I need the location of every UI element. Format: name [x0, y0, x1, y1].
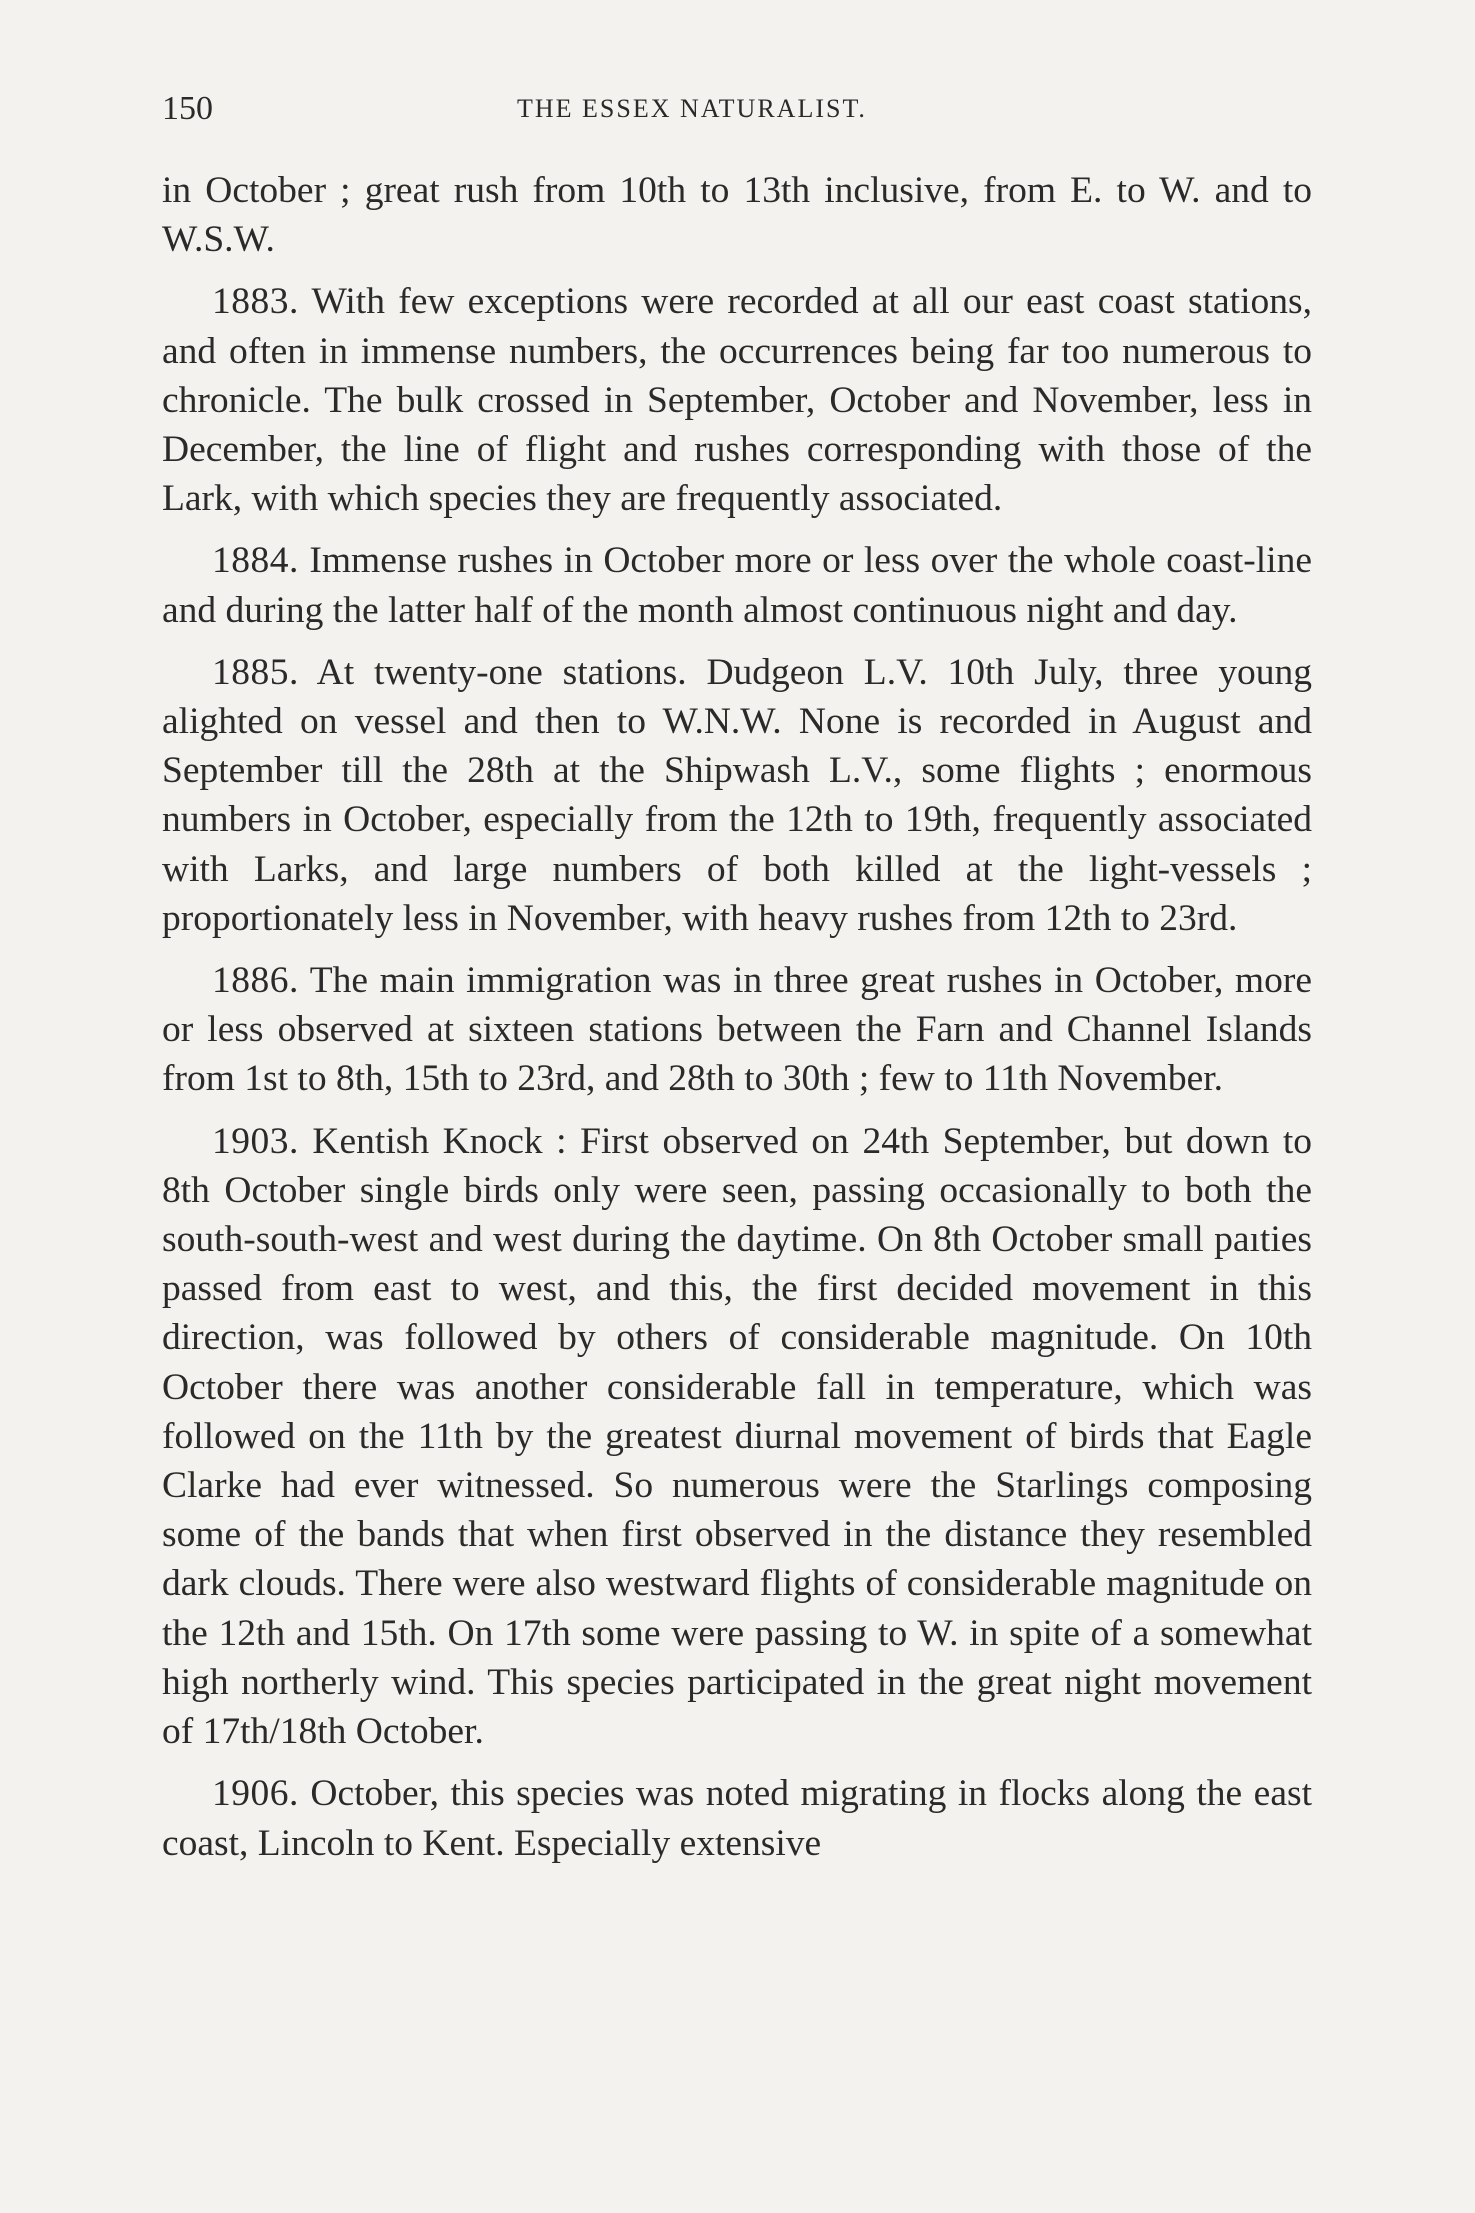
entry-year: 1906. [212, 1773, 299, 1815]
entry-year: 1886. [212, 960, 299, 1002]
entry-text: At twenty-one stations. Dudgeon L.V. 10th July, three young alighted on vessel and then to W.N.W. None is recorded in August and September till the 28th at the Shipwash L.V., some flights ; enormous numbers in October, especially from the 12th to 19th, frequently associated with Larks, and large numbers of both killed at the light-vessels ; proportionately less in November, with heavy rushes from 12th to 23rd. [162, 651, 1312, 939]
entry-text: The main immigration was in three great rushes in October, more or less observed at sixteen stations between the Farn and Channel Islands from 1st to 8th, 15th to 23rd, and 28th to 30th ; few to 11th November. [162, 960, 1312, 1100]
entry-text: Kentish Knock : First observed on 24th September, but down to 8th October single birds only were seen, passing occasionally to both the south-south-west and west during the daytime. On 8th October small paıties passed from east to west, and this, the first decided movement in this direction, was followed by others of considerable magnitude. On 10th October there was another considerable fall in temperature, which was followed on the 11th by the greatest diurnal movement of birds that Eagle Clarke had ever witnessed. So numerous were the Starlings composing some of the bands that when first observed in the distance they resembled dark clouds. There were also westward flights of considerable magnitude on the 12th and 15th. On 17th some were passing to W. in spite of a somewhat high northerly wind. This species participated in the great night movement of 17th/18th October. [162, 1120, 1312, 1753]
body-text [162, 166, 1312, 1881]
entry-1886 [162, 956, 1312, 1104]
entry-year: 1884. [212, 540, 299, 582]
entry-1883 [162, 277, 1312, 523]
running-head [162, 90, 1312, 140]
page-number: 150 [162, 90, 213, 127]
entry-year: 1883. [212, 281, 299, 323]
entry-text: Immense rushes in October more or less over the whole coast-line and during the latter half of the month almost continuous night and day. [162, 540, 1312, 631]
paragraph-continuation [162, 166, 1312, 264]
entry-year: 1903. [212, 1120, 299, 1162]
entry-text: October, this species was noted migrating in flocks along the east coast, Lincoln to Kent. Especially extensive [162, 1773, 1312, 1864]
entry-1884 [162, 536, 1312, 634]
entry-1885 [162, 648, 1312, 943]
entry-year: 1885. [212, 651, 299, 693]
entry-text: With few exceptions were recorded at all our east coast stations, and often in immense numbers, the occurrences being far too numerous to chronicle. The bulk crossed in September, October and November, less in December, the line of flight and rushes corresponding with those of the Lark, with which species they are frequently associated. [162, 281, 1312, 520]
entry-1906 [162, 1769, 1312, 1867]
entry-1903 [162, 1117, 1312, 1757]
running-title: THE ESSEX NATURALIST. [517, 94, 867, 123]
paragraph-text: in October ; great rush from 10th to 13th inclusive, from E. to W. and to W.S.W. [162, 170, 1312, 261]
